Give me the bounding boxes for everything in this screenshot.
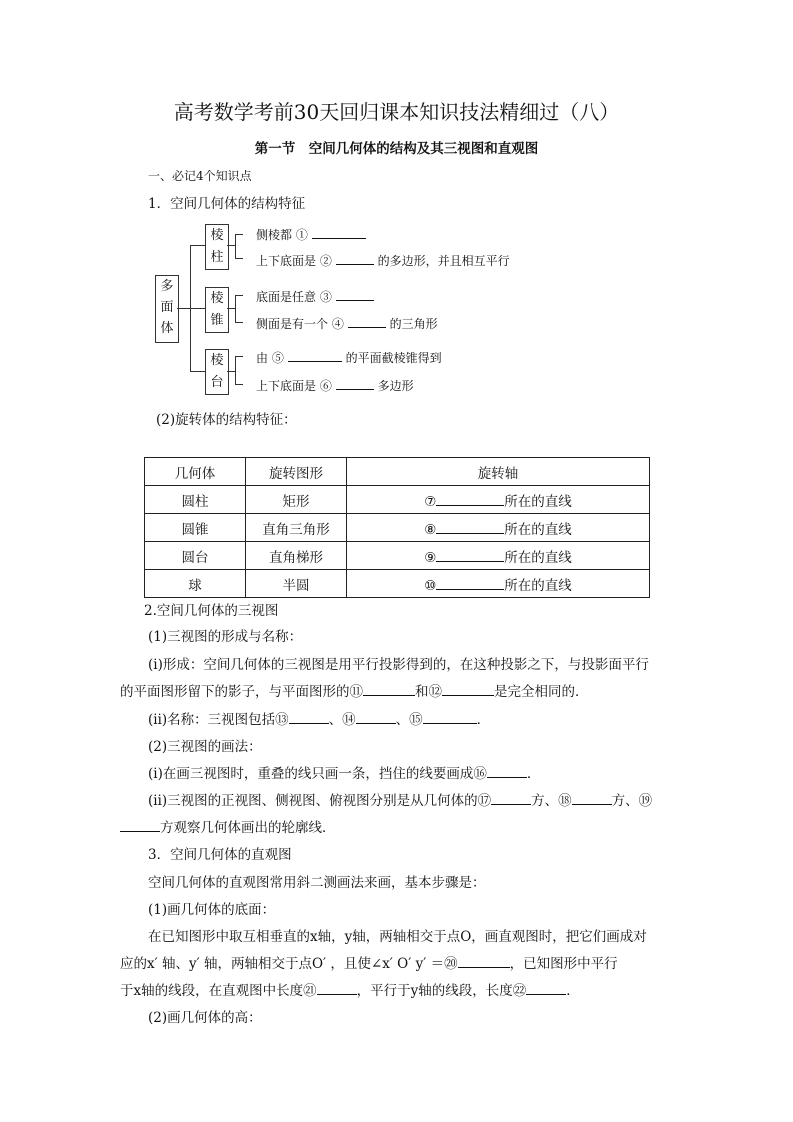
brace-line: [235, 234, 236, 258]
brace-line: [235, 295, 243, 296]
table-header: 旋转图形: [246, 458, 347, 486]
brace-line: [235, 356, 236, 384]
group-char: 台: [210, 375, 224, 390]
table-row: [145, 570, 650, 598]
pyramid-box: [205, 287, 229, 333]
root-char: 多: [160, 279, 174, 294]
brace-line: [235, 234, 243, 235]
paragraph: (ⅱ)三视图的正视图、侧视图、俯视图分别是从几何体的⑰ 方、⑱ 方、⑲: [148, 793, 653, 809]
table-cell: 球: [145, 570, 246, 598]
table-cell: ⑩ 所在的直线: [347, 570, 650, 598]
table-cell: 直角梯形: [246, 542, 347, 570]
section-heading: 一、必记4个知识点: [148, 169, 252, 183]
brace-line: [177, 308, 190, 309]
paragraph: 于x轴的线段，在直观图中长度㉑ ，平行于y轴的线段，长度㉒ ．: [120, 983, 580, 999]
table-header: 旋转轴: [347, 458, 650, 486]
table-cell: 圆锥: [145, 514, 246, 542]
paragraph: (ⅰ)形成：空间几何体的三视图是用平行投影得到的，在这种投影之下，与投影面平行: [148, 657, 649, 673]
group-char: 棱: [210, 291, 224, 306]
section-heading: 3．空间几何体的直观图: [148, 847, 292, 863]
paragraph: 方观察几何体画出的轮廓线．: [120, 816, 336, 836]
brace-line: [190, 371, 205, 372]
paragraph: (2)三视图的画法：: [148, 739, 262, 755]
paragraph: (2)画几何体的高：: [148, 1010, 262, 1026]
table-cell: 矩形: [246, 486, 347, 514]
paragraph: 应的x′ 轴、y′ 轴，两轴相交于点O′ ，且使∠x′ O′ y′ ＝⑳ ，已知图形中平行: [120, 956, 618, 972]
page-title: 高考数学考前30天回归课本知识技法精细过（八）: [173, 100, 620, 124]
frustum-line-2: 上下底面是 ⑥ 多边形: [256, 379, 414, 393]
table-header: 几何体: [145, 458, 246, 486]
brace-line: [190, 308, 205, 309]
section-subtitle: 第一节 空间几何体的结构及其三视图和直观图: [254, 141, 539, 157]
paragraph: (1)画几何体的底面：: [148, 902, 276, 918]
pyramid-line-1: 底面是任意 ③: [256, 288, 374, 305]
root-char: 体: [160, 321, 174, 336]
paragraph: 的平面图形留下的影子，与平面图形的⑪ 和⑫ 是完全相同的．: [120, 684, 589, 700]
prism-line-2: 上下底面是 ② 的多边形，并且相互平行: [256, 254, 510, 268]
brace-line: [235, 356, 243, 357]
rotation-table: [144, 457, 650, 598]
brace-line: [190, 245, 205, 246]
table-cell: ⑧ 所在的直线: [347, 514, 650, 542]
group-char: 锥: [210, 313, 224, 328]
group-char: 棱: [210, 353, 224, 368]
table-cell: ⑦ 所在的直线: [347, 486, 650, 514]
table-cell: ⑨ 所在的直线: [347, 542, 650, 570]
brace-line: [235, 322, 243, 323]
paragraph: (1)三视图的形成与名称：: [148, 629, 303, 645]
paragraph: 在已知图形中取互相垂直的x轴，y轴，两轴相交于点O，画直观图时，把它们画成对: [148, 929, 647, 945]
table-header-row: [145, 458, 650, 486]
paragraph: (ⅱ)名称：三视图包括⑬ 、⑭ 、⑮ ．: [148, 712, 491, 728]
brace-line: [227, 245, 235, 246]
group-char: 柱: [210, 250, 224, 265]
root-char: 面: [160, 300, 174, 315]
paragraph: 空间几何体的直观图常用斜二测画法来画，基本步骤是：: [148, 875, 486, 891]
prism-box: [205, 224, 229, 270]
item-heading: 1．空间几何体的结构特征: [148, 196, 306, 212]
group-char: 棱: [210, 228, 224, 243]
table-row: [145, 486, 650, 514]
table-cell: 直角三角形: [246, 514, 347, 542]
table-cell: 圆柱: [145, 486, 246, 514]
table-row: [145, 542, 650, 570]
brace-line: [235, 384, 243, 385]
brace-line: [235, 295, 236, 322]
frustum-line-1: 由 ⑤ 的平面截棱锥得到: [256, 351, 442, 365]
rotation-label: (2)旋转体的结构特征：: [156, 412, 297, 428]
section-heading: 2.空间几何体的三视图: [144, 603, 279, 619]
brace-line: [227, 371, 235, 372]
paragraph: (ⅰ)在画三视图时，重叠的线只画一条，挡住的线要画成⑯ ．: [148, 766, 541, 782]
table-row: [145, 514, 650, 542]
pyramid-line-2: 侧面是有一个 ④ 的三角形: [256, 317, 438, 331]
table-cell: 半圆: [246, 570, 347, 598]
brace-line: [227, 308, 235, 309]
frustum-box: [205, 349, 229, 395]
table-cell: 圆台: [145, 542, 246, 570]
prism-line-1: 侧棱都 ①: [256, 226, 366, 243]
brace-line: [235, 258, 243, 259]
polyhedron-box: [155, 275, 179, 343]
